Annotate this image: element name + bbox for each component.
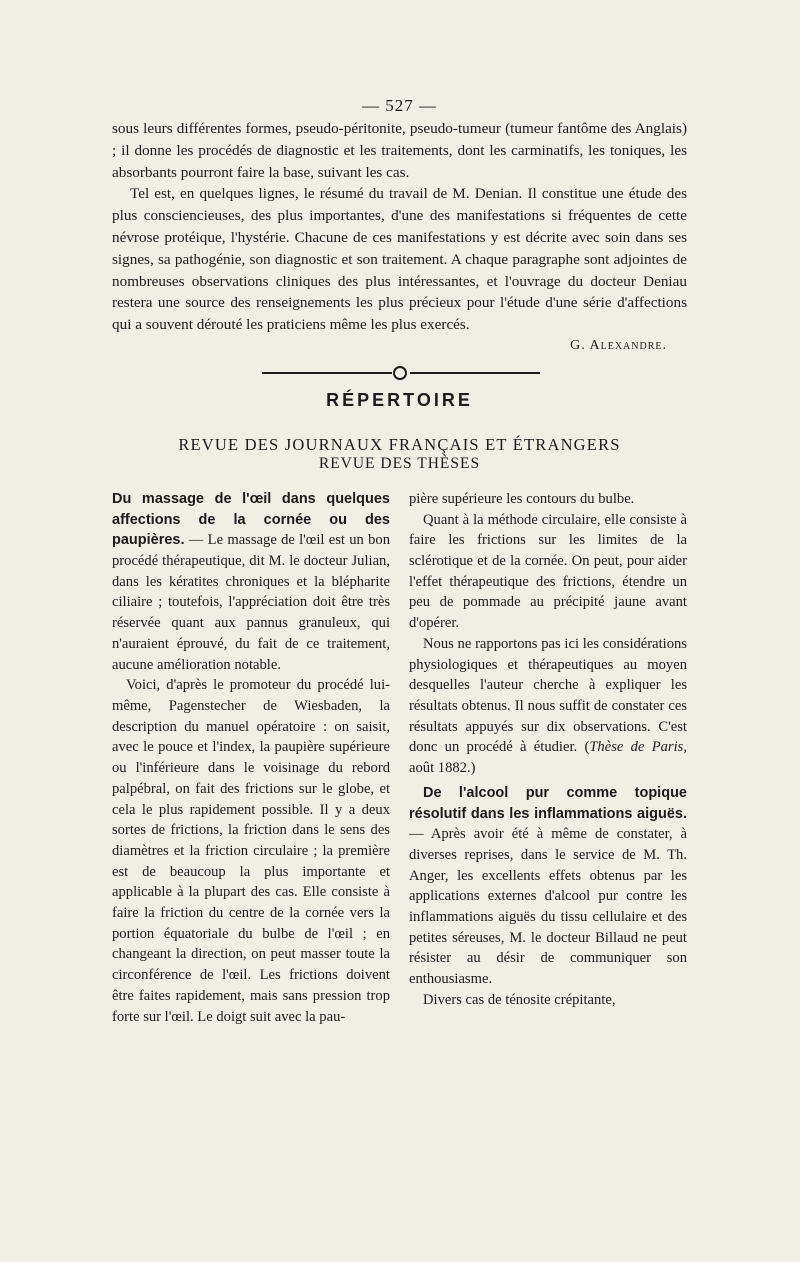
revue-theses-heading: REVUE DES THÈSES [318, 454, 481, 472]
author-signature: G. Alexandre. [570, 337, 667, 353]
intro-section [112, 118, 687, 354]
article-massage-title: Du massage de l'œil dans quelques affections de la cornée ou des paupières. [112, 490, 390, 549]
thesis-date: août 1882.) [409, 760, 476, 777]
repertoire-heading: RÉPERTOIRE [326, 389, 473, 410]
article-tenosite-start: Divers cas de ténosite crépitante, [423, 991, 616, 1008]
ornamental-divider [112, 364, 687, 382]
intro-paragraph-2: Tel est, en quelques lignes, le résumé du travail de M. Denian. Il constitue une étude des plus consciencieuses, des plus importantes, d'une des manifestations si fréquentes de cette névrose protéique, l'hystérie. Chacune de ces manifestations y est décrite avec soin dans ses signes, sa pathogénie, son diagnostic et son traitement. A chaque paragraphe sont adjointes de nombreuses observations cliniques des plus intéressantes, et l'ouvrage du docteur Deniau restera une source des renseignements les plus précieux pour l'étude d'une série d'affections qui a souvent dérouté les praticiens même les plus exercés. [112, 185, 687, 334]
document-page [112, 0, 687, 1027]
thesis-citation: Thèse de Paris, [589, 739, 687, 756]
article-alcool-title: De l'alcool pur comme topique résolutif dans les inflammations aiguës. [409, 784, 687, 822]
article-alcool-paragraph-1 [409, 783, 687, 990]
article-massage-paragraph-2: Voici, d'après le promoteur du procédé lui-même, Pagenstecher de Wiesbaden, la description du manuel opératoire : on saisit, avec le pouce et l'index, la paupière supérieure ou l'inférieure dans le voisinage du rebord palpébral, on fait des frictions sur le globe, et cela le plus rapidement possible. Il y a deux sortes de frictions, la friction dans le sens des diamètres et la friction circulaire ; la première est de beaucoup la plus importante et applicable à la plupart des cas. Elle consiste à faire la friction du centre de la cornée vers la portion équatoriale du bulbe de l'œil ; en changeant la direction, on peut masser toute la circonférence de l'œil. Les frictions doivent être faites rapidement, mais sans pression trop forte sur l'œil. Le doigt suit avec la pau- [112, 677, 390, 1025]
article-massage-paragraph-3: Quant à la méthode circulaire, elle consiste à faire les frictions sur les limites de la sclérotique et de la cornée. On peut, pour aider l'effet thérapeutique des frictions, étendre un peu de pommade au précipité jaune avant d'opérer. [409, 511, 687, 632]
two-column-body [112, 489, 687, 1027]
divider-ornament-icon [393, 366, 407, 380]
divider-line-left [262, 372, 392, 374]
revue-journaux-heading: REVUE DES JOURNAUX FRANÇAIS ET ÉTRANGERS [178, 434, 621, 454]
article-massage-text-1: — Le massage de l'œil est un bon procédé thérapeutique, dit M. le docteur Julian, dans les kératites chroniques et la blépharite ciliaire ; toutefois, l'appréciation doit être très réservée quant aux pannus granuleux, qui n'auraient éprouvé, du fait de ce traitement, aucune amélioration notable. [112, 532, 390, 673]
article-massage-text-4: Nous ne rapportons pas ici les considérations physiologiques et thérapeutiques au moyen desquelles l'auteur cherche à expliquer les résultats obtenus. Il nous suffit de constater ces résultats appuyés sur dix observations. C'est donc un procédé à étudier. ( [409, 635, 687, 756]
right-column [409, 489, 687, 1027]
article-massage-continuation: pière supérieure les contours du bulbe. [409, 490, 635, 507]
left-column [112, 489, 390, 1027]
page-number: — 527 — [362, 96, 437, 115]
article-massage-paragraph-4 [409, 634, 687, 779]
article-alcool-text-1: — Après avoir été à même de constater, à diverses reprises, dans le service de M. Th. Anger, les excellents effets obtenus par les applications externes d'alcool pur contre les inflammations aiguës du tissu cellulaire et des petites séreuses, M. le docteur Billaud ne peut résister au désir de communiquer son enthousiasme. [409, 826, 687, 988]
divider-line-right [410, 372, 540, 374]
intro-paragraph-1: sous leurs différentes formes, pseudo-péritonite, pseudo-tumeur (tumeur fantôme des Anglais) ; il donne les procédés de diagnostic et les traitements, dont les carminatifs, les toniques, les absorbants pourront faire la base, suivant les cas. [112, 120, 687, 181]
article-massage-paragraph-1 [112, 489, 390, 675]
